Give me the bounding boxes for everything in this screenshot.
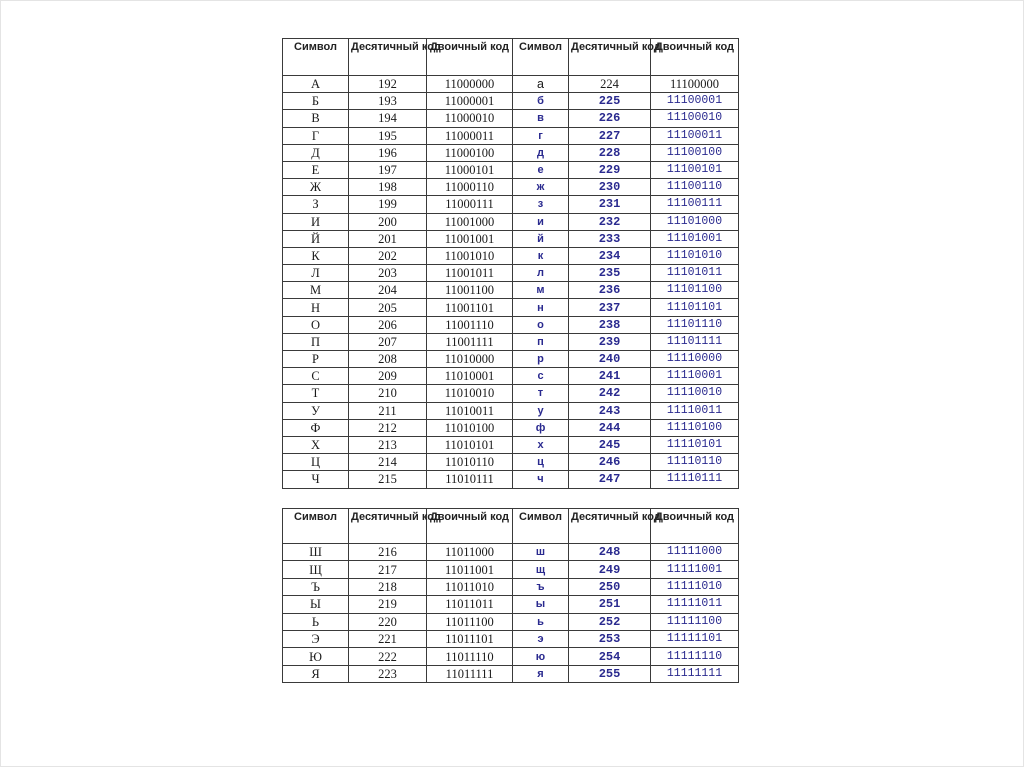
- table-header-row: [283, 39, 739, 76]
- cell-lower-binary: 11101000: [651, 213, 739, 230]
- table-row: [283, 544, 739, 561]
- header-binary: Двоичный код: [427, 509, 513, 544]
- cell-lower-binary: 11100100: [651, 144, 739, 161]
- cell-lower-symbol: ю: [513, 648, 569, 665]
- cell-lower-decimal: 232: [569, 213, 651, 230]
- cell-upper-symbol: Н: [283, 299, 349, 316]
- cell-upper-decimal: 210: [349, 385, 427, 402]
- cell-upper-decimal: 198: [349, 179, 427, 196]
- cell-upper-decimal: 197: [349, 161, 427, 178]
- cell-lower-decimal: 226: [569, 110, 651, 127]
- cell-upper-symbol: А: [283, 76, 349, 93]
- cell-upper-binary: 11000111: [427, 196, 513, 213]
- cell-lower-symbol: й: [513, 230, 569, 247]
- table-row: [283, 161, 739, 178]
- table-row: [283, 385, 739, 402]
- cell-lower-decimal: 224: [569, 76, 651, 93]
- cell-lower-decimal: 233: [569, 230, 651, 247]
- table-row: [283, 665, 739, 682]
- cell-lower-decimal: 242: [569, 385, 651, 402]
- cell-lower-symbol: в: [513, 110, 569, 127]
- cell-lower-symbol: л: [513, 265, 569, 282]
- cell-upper-decimal: 222: [349, 648, 427, 665]
- cell-lower-symbol: ь: [513, 613, 569, 630]
- cell-upper-symbol: К: [283, 247, 349, 264]
- cell-lower-binary: 11101011: [651, 265, 739, 282]
- cell-lower-symbol: ж: [513, 179, 569, 196]
- cell-upper-binary: 11010001: [427, 368, 513, 385]
- cell-upper-decimal: 199: [349, 196, 427, 213]
- cell-upper-binary: 11000100: [427, 144, 513, 161]
- cell-upper-symbol: Ф: [283, 419, 349, 436]
- cell-upper-binary: 11001101: [427, 299, 513, 316]
- cell-upper-decimal: 193: [349, 93, 427, 110]
- table-row: [283, 402, 739, 419]
- cell-lower-decimal: 248: [569, 544, 651, 561]
- cell-upper-symbol: У: [283, 402, 349, 419]
- cell-lower-symbol: м: [513, 282, 569, 299]
- cell-lower-decimal: 250: [569, 578, 651, 595]
- cell-upper-symbol: П: [283, 333, 349, 350]
- table-body: [283, 76, 739, 489]
- cell-lower-binary: 11110000: [651, 351, 739, 368]
- cell-lower-symbol: ы: [513, 596, 569, 613]
- cell-upper-symbol: Ц: [283, 454, 349, 471]
- table-row: [283, 144, 739, 161]
- cell-upper-binary: 11001001: [427, 230, 513, 247]
- cell-upper-binary: 11011011: [427, 596, 513, 613]
- cell-upper-binary: 11010010: [427, 385, 513, 402]
- cell-lower-symbol: о: [513, 316, 569, 333]
- cell-upper-symbol: С: [283, 368, 349, 385]
- header-binary: Двоичный код: [651, 509, 739, 544]
- cell-lower-symbol: ъ: [513, 578, 569, 595]
- cell-upper-binary: 11000101: [427, 161, 513, 178]
- cell-upper-symbol: Щ: [283, 561, 349, 578]
- cell-lower-symbol: э: [513, 630, 569, 647]
- cell-lower-decimal: 236: [569, 282, 651, 299]
- cell-upper-decimal: 221: [349, 630, 427, 647]
- cell-lower-decimal: 253: [569, 630, 651, 647]
- cell-upper-decimal: 204: [349, 282, 427, 299]
- cell-lower-decimal: 249: [569, 561, 651, 578]
- cell-upper-binary: 11010011: [427, 402, 513, 419]
- table-row: [283, 93, 739, 110]
- cell-upper-symbol: Р: [283, 351, 349, 368]
- table-row: [283, 471, 739, 488]
- table-row: [283, 351, 739, 368]
- cell-lower-decimal: 228: [569, 144, 651, 161]
- cell-upper-binary: 11010101: [427, 436, 513, 453]
- cell-lower-symbol: х: [513, 436, 569, 453]
- cell-lower-symbol: ш: [513, 544, 569, 561]
- cell-lower-decimal: 243: [569, 402, 651, 419]
- cell-upper-symbol: Л: [283, 265, 349, 282]
- table-row: [283, 247, 739, 264]
- cell-upper-binary: 11001011: [427, 265, 513, 282]
- cell-lower-binary: 11111011: [651, 596, 739, 613]
- cell-upper-binary: 11010110: [427, 454, 513, 471]
- cell-upper-decimal: 208: [349, 351, 427, 368]
- cell-lower-binary: 11100011: [651, 127, 739, 144]
- cell-lower-decimal: 240: [569, 351, 651, 368]
- table-row: [283, 561, 739, 578]
- cell-lower-decimal: 245: [569, 436, 651, 453]
- cell-upper-symbol: Ю: [283, 648, 349, 665]
- cell-lower-decimal: 244: [569, 419, 651, 436]
- cell-lower-symbol: щ: [513, 561, 569, 578]
- table-row: [283, 419, 739, 436]
- cell-lower-symbol: р: [513, 351, 569, 368]
- cell-lower-decimal: 247: [569, 471, 651, 488]
- cell-upper-symbol: Ы: [283, 596, 349, 613]
- cell-lower-binary: 11100000: [651, 76, 739, 93]
- cell-upper-decimal: 195: [349, 127, 427, 144]
- cell-upper-decimal: 214: [349, 454, 427, 471]
- cell-lower-decimal: 246: [569, 454, 651, 471]
- cell-upper-binary: 11011100: [427, 613, 513, 630]
- table-row: [283, 179, 739, 196]
- table-row: [283, 436, 739, 453]
- table-row: [283, 333, 739, 350]
- cell-upper-binary: 11001000: [427, 213, 513, 230]
- cell-lower-symbol: ф: [513, 419, 569, 436]
- cell-upper-symbol: В: [283, 110, 349, 127]
- cell-lower-binary: 11101101: [651, 299, 739, 316]
- cell-lower-binary: 11111010: [651, 578, 739, 595]
- cell-lower-symbol: у: [513, 402, 569, 419]
- table-row: [283, 76, 739, 93]
- cell-upper-symbol: Ч: [283, 471, 349, 488]
- table-row: [283, 213, 739, 230]
- cell-upper-decimal: 212: [349, 419, 427, 436]
- cell-upper-symbol: Ь: [283, 613, 349, 630]
- cell-lower-binary: 11111000: [651, 544, 739, 561]
- cell-lower-binary: 11110001: [651, 368, 739, 385]
- cell-lower-symbol: п: [513, 333, 569, 350]
- cell-upper-binary: 11000000: [427, 76, 513, 93]
- table-row: [283, 299, 739, 316]
- cell-lower-symbol: с: [513, 368, 569, 385]
- cell-upper-binary: 11011000: [427, 544, 513, 561]
- cell-lower-binary: 11100101: [651, 161, 739, 178]
- cell-upper-decimal: 194: [349, 110, 427, 127]
- cell-upper-symbol: Й: [283, 230, 349, 247]
- cell-lower-decimal: 254: [569, 648, 651, 665]
- cell-upper-symbol: Ш: [283, 544, 349, 561]
- cell-lower-binary: 11100001: [651, 93, 739, 110]
- cell-lower-symbol: н: [513, 299, 569, 316]
- cell-lower-binary: 11111001: [651, 561, 739, 578]
- cell-upper-binary: 11011010: [427, 578, 513, 595]
- cell-lower-binary: 11110101: [651, 436, 739, 453]
- cell-lower-binary: 11110110: [651, 454, 739, 471]
- cell-lower-binary: 11110111: [651, 471, 739, 488]
- table-row: [283, 368, 739, 385]
- cell-upper-symbol: Ж: [283, 179, 349, 196]
- table-body: [283, 544, 739, 683]
- cell-upper-symbol: Д: [283, 144, 349, 161]
- cell-upper-decimal: 218: [349, 578, 427, 595]
- cell-lower-symbol: ч: [513, 471, 569, 488]
- cell-upper-binary: 11001111: [427, 333, 513, 350]
- cell-upper-symbol: О: [283, 316, 349, 333]
- cell-upper-decimal: 203: [349, 265, 427, 282]
- cell-upper-binary: 11010111: [427, 471, 513, 488]
- header-decimal: Десятичный код: [569, 39, 651, 76]
- table-row: [283, 648, 739, 665]
- cell-upper-symbol: Я: [283, 665, 349, 682]
- cell-lower-symbol: а: [513, 76, 569, 93]
- cell-lower-decimal: 251: [569, 596, 651, 613]
- cell-upper-decimal: 217: [349, 561, 427, 578]
- cell-lower-decimal: 234: [569, 247, 651, 264]
- cell-upper-decimal: 209: [349, 368, 427, 385]
- cell-upper-binary: 11001010: [427, 247, 513, 264]
- cell-upper-symbol: З: [283, 196, 349, 213]
- table-header-row: [283, 509, 739, 544]
- cell-lower-binary: 11110100: [651, 419, 739, 436]
- cell-upper-symbol: Т: [283, 385, 349, 402]
- cell-lower-symbol: е: [513, 161, 569, 178]
- table-row: [283, 454, 739, 471]
- header-symbol: Символ: [283, 509, 349, 544]
- cell-lower-symbol: г: [513, 127, 569, 144]
- table-row: [283, 613, 739, 630]
- cell-lower-symbol: к: [513, 247, 569, 264]
- cell-upper-decimal: 211: [349, 402, 427, 419]
- cell-upper-symbol: Б: [283, 93, 349, 110]
- cell-upper-binary: 11000011: [427, 127, 513, 144]
- cell-lower-symbol: я: [513, 665, 569, 682]
- cell-lower-binary: 11100010: [651, 110, 739, 127]
- cell-upper-decimal: 192: [349, 76, 427, 93]
- cell-upper-binary: 11011001: [427, 561, 513, 578]
- cell-upper-binary: 11000110: [427, 179, 513, 196]
- cell-lower-symbol: з: [513, 196, 569, 213]
- cell-lower-decimal: 239: [569, 333, 651, 350]
- cell-lower-binary: 11111101: [651, 630, 739, 647]
- cell-lower-decimal: 225: [569, 93, 651, 110]
- cell-upper-binary: 11011111: [427, 665, 513, 682]
- cell-upper-symbol: М: [283, 282, 349, 299]
- cell-upper-symbol: И: [283, 213, 349, 230]
- cell-upper-decimal: 207: [349, 333, 427, 350]
- cell-lower-decimal: 227: [569, 127, 651, 144]
- cell-upper-decimal: 216: [349, 544, 427, 561]
- cell-lower-binary: 11101110: [651, 316, 739, 333]
- cell-upper-binary: 11000001: [427, 93, 513, 110]
- cell-upper-decimal: 202: [349, 247, 427, 264]
- header-binary: Двоичный код: [651, 39, 739, 76]
- cell-upper-binary: 11000010: [427, 110, 513, 127]
- cell-upper-symbol: Ъ: [283, 578, 349, 595]
- cell-lower-decimal: 255: [569, 665, 651, 682]
- cell-lower-symbol: д: [513, 144, 569, 161]
- cell-upper-binary: 11001110: [427, 316, 513, 333]
- cell-upper-symbol: Х: [283, 436, 349, 453]
- encoding-table-lower: [282, 508, 739, 683]
- table-row: [283, 127, 739, 144]
- cell-lower-symbol: б: [513, 93, 569, 110]
- cell-lower-symbol: т: [513, 385, 569, 402]
- table-row: [283, 630, 739, 647]
- header-decimal: Десятичный код: [349, 509, 427, 544]
- cell-lower-decimal: 238: [569, 316, 651, 333]
- cell-lower-decimal: 235: [569, 265, 651, 282]
- cell-upper-decimal: 205: [349, 299, 427, 316]
- cell-lower-binary: 11111100: [651, 613, 739, 630]
- cell-lower-binary: 11110011: [651, 402, 739, 419]
- header-binary: Двоичный код: [427, 39, 513, 76]
- cell-upper-binary: 11010000: [427, 351, 513, 368]
- cell-upper-decimal: 196: [349, 144, 427, 161]
- cell-lower-binary: 11100110: [651, 179, 739, 196]
- cell-upper-symbol: Е: [283, 161, 349, 178]
- cell-lower-binary: 11101100: [651, 282, 739, 299]
- cell-lower-decimal: 231: [569, 196, 651, 213]
- cell-lower-decimal: 229: [569, 161, 651, 178]
- table-row: [283, 230, 739, 247]
- cell-upper-decimal: 200: [349, 213, 427, 230]
- cell-lower-binary: 11111111: [651, 665, 739, 682]
- table-row: [283, 282, 739, 299]
- cell-lower-decimal: 237: [569, 299, 651, 316]
- cell-upper-symbol: Г: [283, 127, 349, 144]
- header-decimal: Десятичный код: [569, 509, 651, 544]
- table-row: [283, 578, 739, 595]
- cell-upper-binary: 11011110: [427, 648, 513, 665]
- table-row: [283, 316, 739, 333]
- cell-upper-decimal: 201: [349, 230, 427, 247]
- cell-lower-binary: 11101111: [651, 333, 739, 350]
- cell-upper-decimal: 215: [349, 471, 427, 488]
- cell-upper-symbol: Э: [283, 630, 349, 647]
- cell-lower-decimal: 230: [569, 179, 651, 196]
- cell-upper-binary: 11001100: [427, 282, 513, 299]
- cell-upper-decimal: 220: [349, 613, 427, 630]
- encoding-table-upper: [282, 38, 739, 489]
- cell-upper-binary: 11010100: [427, 419, 513, 436]
- table-row: [283, 110, 739, 127]
- cell-lower-binary: 11100111: [651, 196, 739, 213]
- cell-upper-decimal: 213: [349, 436, 427, 453]
- cell-lower-binary: 11101001: [651, 230, 739, 247]
- cell-lower-binary: 11101010: [651, 247, 739, 264]
- header-symbol: Символ: [513, 39, 569, 76]
- table-row: [283, 265, 739, 282]
- cell-lower-binary: 11110010: [651, 385, 739, 402]
- cell-lower-decimal: 252: [569, 613, 651, 630]
- cell-upper-decimal: 206: [349, 316, 427, 333]
- table-row: [283, 196, 739, 213]
- cell-upper-decimal: 219: [349, 596, 427, 613]
- cell-upper-binary: 11011101: [427, 630, 513, 647]
- cell-upper-decimal: 223: [349, 665, 427, 682]
- table-row: [283, 596, 739, 613]
- cell-lower-binary: 11111110: [651, 648, 739, 665]
- header-symbol: Символ: [513, 509, 569, 544]
- cell-lower-decimal: 241: [569, 368, 651, 385]
- cell-lower-symbol: и: [513, 213, 569, 230]
- header-symbol: Символ: [283, 39, 349, 76]
- header-decimal: Десятичный код: [349, 39, 427, 76]
- cell-lower-symbol: ц: [513, 454, 569, 471]
